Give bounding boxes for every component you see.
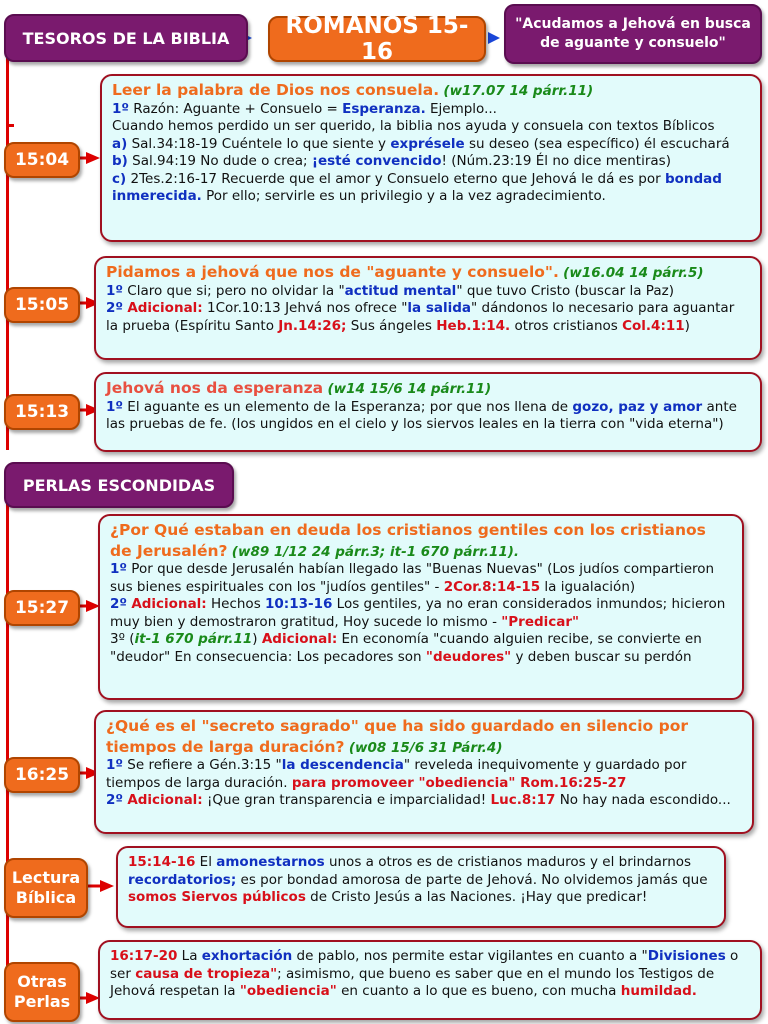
time-badge-1625: 16:25 xyxy=(4,757,80,793)
card-text: 2º xyxy=(106,300,124,316)
card-text: it-1 670 párr.11 xyxy=(134,631,253,647)
reference: (w14 15/6 14 párr.11) xyxy=(327,381,492,397)
card-1505 xyxy=(94,256,762,360)
card-text: de Cristo Jesús a las Naciones. ¡Hay que predicar! xyxy=(305,889,648,905)
card-text: 2º xyxy=(110,596,128,612)
card-text: " reveleda inequivomente y guardado por tiempos de larga duración. xyxy=(106,757,687,791)
card-text: 1º xyxy=(112,100,130,117)
card-text: 2Tes.2:16-17 Recuerde que el amor y Consuelo eterno que Jehová le dá es por xyxy=(126,170,665,187)
time-badge-1513: 15:13 xyxy=(4,394,80,430)
card-text: "obediencia" xyxy=(239,983,337,999)
card-text: ¡esté convencido xyxy=(311,153,442,169)
card-text: ¡Que gran transparencia e imparcialidad! xyxy=(202,792,491,808)
card-text: Col.4:11 xyxy=(622,317,685,334)
card-text xyxy=(110,561,732,596)
card-text: " que tuvo Cristo (buscar la Paz) xyxy=(456,282,674,299)
card-text: para promoveer "obediencia" xyxy=(291,774,516,791)
card-text: 1º xyxy=(106,757,124,773)
arrowhead xyxy=(86,152,100,164)
card-text: El xyxy=(195,854,217,870)
card-text: b) xyxy=(112,153,128,169)
card-text: a) xyxy=(112,135,128,152)
card-text: 2Cor.8:14-15 xyxy=(443,578,541,595)
card-text: Los gentiles, ya no eran considerados inmundos; hicieron muy bien y demostraron gratitud, Hoy sucede lo mismo - xyxy=(110,596,726,630)
card-text: c) xyxy=(112,170,127,187)
card-text: la descendencia xyxy=(281,757,404,773)
section-header-tesoros: TESOROS DE LA BIBLIA xyxy=(4,14,248,62)
card-text: Claro que si; pero no olvidar la " xyxy=(123,282,345,299)
card-text xyxy=(128,854,714,907)
card-text: de pablo, nos permite estar vigilantes en cuanto a " xyxy=(292,948,648,964)
card-text: ! (Núm.23:19 Él no dice mentiras) xyxy=(441,153,671,169)
arrowhead xyxy=(100,880,114,892)
card-text xyxy=(112,80,750,101)
card-text: 1º xyxy=(110,561,128,577)
section-header-perlas: PERLAS ESCONDIDAS xyxy=(4,462,234,508)
card-text xyxy=(112,136,750,154)
card-text: es por bondad amorosa de parte de Jehová. No olvidemos jamás que xyxy=(236,871,708,888)
time-badge-1505: 15:05 xyxy=(4,287,80,323)
card-text: "deudores" xyxy=(425,648,512,665)
card-text: amonestarnos xyxy=(216,854,325,870)
reference: (w17.07 14 párr.11) xyxy=(443,83,594,99)
card-text: ) xyxy=(252,631,262,647)
theme-banner: "Acudamos a Jehová en busca de aguante y consuelo" xyxy=(504,4,762,64)
card-text: Adicional: xyxy=(127,792,203,808)
card-text xyxy=(106,378,750,399)
card-text: Hechos xyxy=(206,596,266,612)
card-text xyxy=(106,283,750,301)
card-title: ¿Qué es el "secreto sagrado" que ha sido guardado en silencio por tiempos de larga duración? xyxy=(106,717,688,756)
card-title: Pidamos a jehová que nos de "aguante y consuelo". xyxy=(106,263,559,281)
card-text: En economía "cuando alguien recibe, se convierte en "deudor" En consecuencia: Los pecadores son xyxy=(110,631,702,665)
card-text xyxy=(112,153,750,171)
card-text: Adicional: xyxy=(261,631,338,647)
card-text: Jn.14:26; xyxy=(278,317,347,334)
card-text: 1º xyxy=(106,282,124,299)
card-text: Por ello; servirle es un privilegio y a la vez agradecimiento. xyxy=(201,188,606,204)
card-text: unos a otros es de cristianos maduros y el brindarnos xyxy=(324,854,692,870)
card-text: " dándonos lo necesario para aguantar la prueba (Espíritu Santo xyxy=(106,300,735,334)
time-badge-1527: 15:27 xyxy=(4,590,80,626)
card-text: 1º xyxy=(106,398,124,415)
card-text: El aguante es un elemento de la Esperanza; por que nos llena de xyxy=(123,398,573,415)
card-text: y deben buscar su perdón xyxy=(511,648,692,665)
card-text: humildad. xyxy=(620,983,697,999)
card-text: Sal.94:19 No dude o crea; xyxy=(127,153,312,169)
card-text: 16:17-20 xyxy=(110,948,178,964)
card-text xyxy=(110,596,732,631)
card-text: 15:14-16 xyxy=(128,854,196,870)
card-1504 xyxy=(100,74,762,242)
card-text: recordatorios; xyxy=(128,871,237,888)
card-text: somos Siervos públicos xyxy=(128,889,306,905)
card-text xyxy=(106,399,750,434)
card-text: su deseo (sea específico) él escuchará xyxy=(464,135,730,152)
card-text: ante las pruebas de fe. (los ungidos en el cielo y los siervos leales en la tierra con "vida eterna") xyxy=(106,398,737,432)
card-text xyxy=(106,300,750,335)
card-text: Luc.8:17 xyxy=(490,792,556,808)
reference: (w89 1/12 24 párr.3; it-1 670 párr.11). xyxy=(231,543,520,560)
card-text: actitud mental xyxy=(344,282,457,299)
card-title: Leer la palabra de Dios nos consuela. xyxy=(112,81,440,99)
card-text: Ejemplo... xyxy=(425,100,497,117)
card-text: Esperanza. xyxy=(342,100,426,117)
arrowhead xyxy=(488,32,500,44)
time-badge-1504: 15:04 xyxy=(4,142,80,178)
card-line: Cuando hemos perdido un ser querido, la biblia nos ayuda y consuela con textos Bíblicos xyxy=(112,118,715,134)
card-text: No hay nada escondido... xyxy=(555,792,731,808)
chapter-title: ROMANOS 15-16 xyxy=(268,16,486,62)
card-text xyxy=(110,631,732,666)
card-text: ; asimismo, que bueno es saber que en el mundo los Testigos de Jehová respetan la xyxy=(110,965,715,999)
card-title: Jehová nos da esperanza xyxy=(106,379,324,397)
card-text: o ser xyxy=(110,948,739,982)
card-otras-perlas xyxy=(98,940,762,1020)
card-text: Sus ángeles xyxy=(346,317,437,334)
card-text: exhortación xyxy=(201,948,293,964)
card-text: la salida xyxy=(407,300,472,316)
card-text: "Predicar" xyxy=(501,613,580,630)
card-text xyxy=(106,262,750,283)
reference: (w16.04 14 párr.5) xyxy=(563,265,704,281)
card-text: La xyxy=(177,948,202,964)
card-text: Por que desde Jerusalén habían llegado las "Buenas Nuevas" (Los judíos compartieron sus bienes espirituales con los "judíos gentiles" - xyxy=(110,561,715,595)
card-text: Heb.1:14. xyxy=(436,317,511,334)
card-text: en cuanto a lo que es bueno, con mucha xyxy=(336,983,621,999)
card-1527 xyxy=(98,514,744,700)
card-text: Sal.34:18-19 Cuéntele lo que siente y xyxy=(127,135,391,152)
card-text: 3º ( xyxy=(110,631,135,647)
card-text: 1Cor.10:13 Jehvá nos ofrece " xyxy=(202,300,408,316)
card-text xyxy=(110,520,732,561)
card-text xyxy=(112,171,750,206)
card-text: Adicional: xyxy=(131,596,207,612)
card-1625 xyxy=(94,710,754,834)
card-text xyxy=(106,716,742,757)
card-text xyxy=(110,948,750,1001)
card-text xyxy=(106,792,742,810)
card-text xyxy=(112,101,750,119)
card-text xyxy=(106,757,742,792)
card-text: 10:13-16 xyxy=(265,596,333,612)
card-text: Adicional: xyxy=(127,300,203,316)
card-text: gozo, paz y amor xyxy=(572,398,703,415)
card-text: causa de tropieza" xyxy=(135,965,278,982)
card-text: la igualación) xyxy=(540,578,636,595)
card-text: ) xyxy=(684,317,690,334)
card-text: exprésele xyxy=(390,135,465,152)
card-1513 xyxy=(94,372,762,452)
card-title: ¿Por Qué estaban en deuda los cristianos gentiles con los cristianos de Jerusalén? xyxy=(110,521,706,560)
card-text: 2º xyxy=(106,792,124,808)
reference: (w08 15/6 31 Párr.4) xyxy=(348,739,503,756)
card-lectura-biblica xyxy=(116,846,726,928)
card-text: bondad inmerecida. xyxy=(112,170,722,204)
card-text: Se refiere a Gén.3:15 " xyxy=(123,757,282,773)
card-text: otros cristianos xyxy=(510,317,623,334)
badge-lectura-biblica: Lectura Bíblica xyxy=(4,858,88,918)
card-text: Razón: Aguante + Consuelo = xyxy=(129,100,343,117)
badge-otras-perlas: Otras Perlas xyxy=(4,962,80,1022)
card-text: Divisiones xyxy=(647,948,726,964)
card-text: Rom.16:25-27 xyxy=(515,774,627,791)
